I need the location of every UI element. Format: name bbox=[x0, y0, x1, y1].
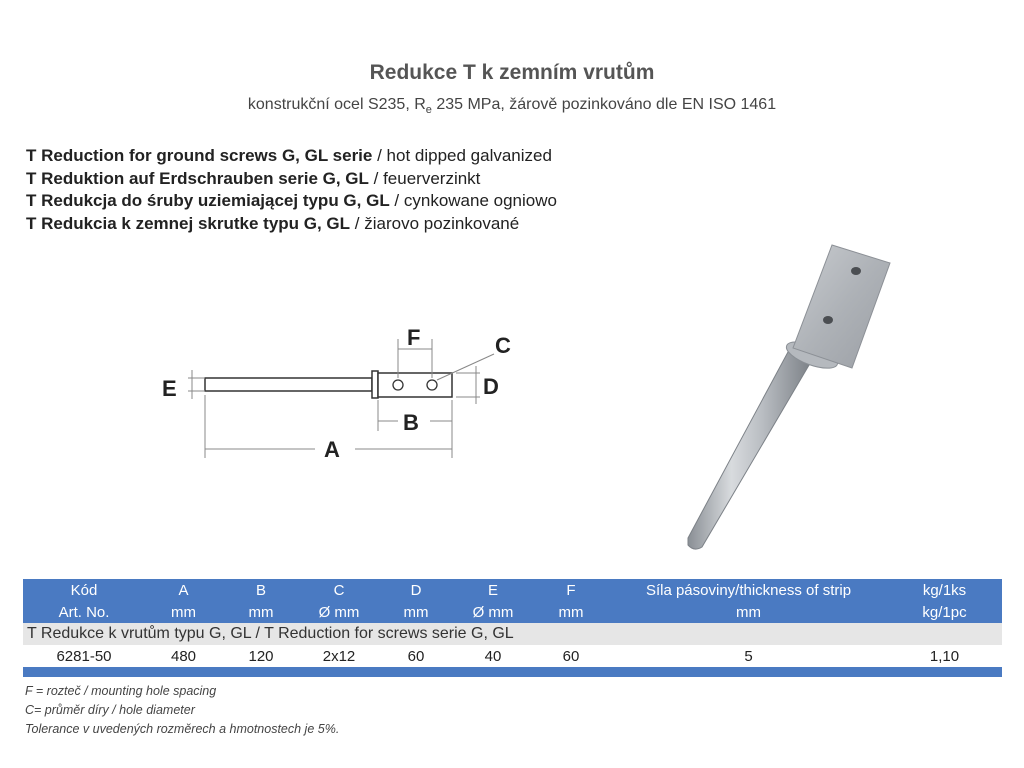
table-unit-row bbox=[23, 601, 1002, 623]
hole-2 bbox=[427, 380, 437, 390]
plate-shape bbox=[378, 373, 452, 397]
footnotes bbox=[25, 682, 339, 739]
cell-b: 120 bbox=[248, 647, 274, 665]
product-photo bbox=[660, 240, 920, 560]
note-tolerance: Tolerance v uvedených rozměrech a hmotnostech je 5%. bbox=[25, 722, 340, 736]
unit-cell: mm bbox=[378, 601, 454, 623]
table-header-row bbox=[23, 579, 1002, 601]
description-de: T Reduktion auf Erdschrauben serie G, GL / feuerverzinkt bbox=[26, 168, 481, 188]
group-label: T Redukce k vrutům typu G, GL / T Reduction for screws serie G, GL bbox=[23, 623, 1002, 645]
description-en: T Reduction for ground screws G, GL serie / hot dipped galvanized bbox=[26, 146, 552, 165]
dimension-drawing bbox=[0, 240, 560, 480]
cell-thickness: 5 bbox=[744, 647, 753, 665]
cell-a: 480 bbox=[170, 647, 197, 665]
cell-weight: 1,10 bbox=[929, 647, 960, 665]
note-hole: C= průměr díry / hole diameter bbox=[25, 703, 195, 717]
flange-shape bbox=[372, 371, 378, 398]
label-e: E bbox=[162, 376, 177, 401]
cell-f: 60 bbox=[562, 647, 580, 665]
page-title: Redukce T k zemním vrutům bbox=[369, 61, 655, 84]
label-b: B bbox=[403, 410, 419, 435]
label-a: A bbox=[324, 437, 340, 462]
unit-cell: Ø mm bbox=[300, 601, 378, 623]
table-footer-bar bbox=[23, 667, 1002, 677]
hole-1 bbox=[393, 380, 403, 390]
header-cell: Kód bbox=[23, 579, 145, 601]
table-group-row bbox=[23, 623, 1002, 645]
label-d: D bbox=[483, 374, 499, 399]
cell-d: 60 bbox=[407, 647, 425, 665]
description-sk: T Redukcia k zemnej skrutke typu G, GL / žiarovo pozinkované bbox=[26, 213, 520, 233]
header-cell: E bbox=[454, 579, 532, 601]
unit-cell: Art. No. bbox=[23, 601, 145, 623]
unit-cell: Ø mm bbox=[454, 601, 532, 623]
header-cell: D bbox=[378, 579, 454, 601]
spec-table bbox=[23, 579, 1002, 677]
cell-e: 40 bbox=[484, 647, 502, 665]
unit-cell: kg/1pc bbox=[887, 601, 1002, 623]
header-cell: A bbox=[145, 579, 222, 601]
unit-cell: mm bbox=[145, 601, 222, 623]
header-cell: B bbox=[222, 579, 300, 601]
cell-c: 2x12 bbox=[322, 647, 356, 665]
header-cell: F bbox=[532, 579, 610, 601]
unit-cell: mm bbox=[532, 601, 610, 623]
header-cell: C bbox=[300, 579, 378, 601]
note-spacing: F = rozteč / mounting hole spacing bbox=[25, 684, 217, 698]
description-pl: T Redukcja do śruby uziemiającej typu G, GL / cynkowane ogniowo bbox=[26, 191, 557, 210]
header-cell: Síla pásoviny/thickness of strip bbox=[610, 579, 887, 601]
cell-code: 6281-50 bbox=[56, 647, 112, 665]
header-cell: kg/1ks bbox=[887, 579, 1002, 601]
unit-cell: mm bbox=[610, 601, 887, 623]
product-descriptions bbox=[26, 145, 557, 235]
unit-cell: mm bbox=[222, 601, 300, 623]
label-c: C bbox=[495, 333, 511, 358]
rod-shape bbox=[205, 378, 372, 391]
label-f: F bbox=[407, 325, 421, 350]
table-row bbox=[23, 645, 1002, 667]
material-subtitle: konstrukční ocel S235, $R_e$ 235 MPa, žárově pozinkováno dle EN ISO 1461 bbox=[247, 96, 777, 117]
